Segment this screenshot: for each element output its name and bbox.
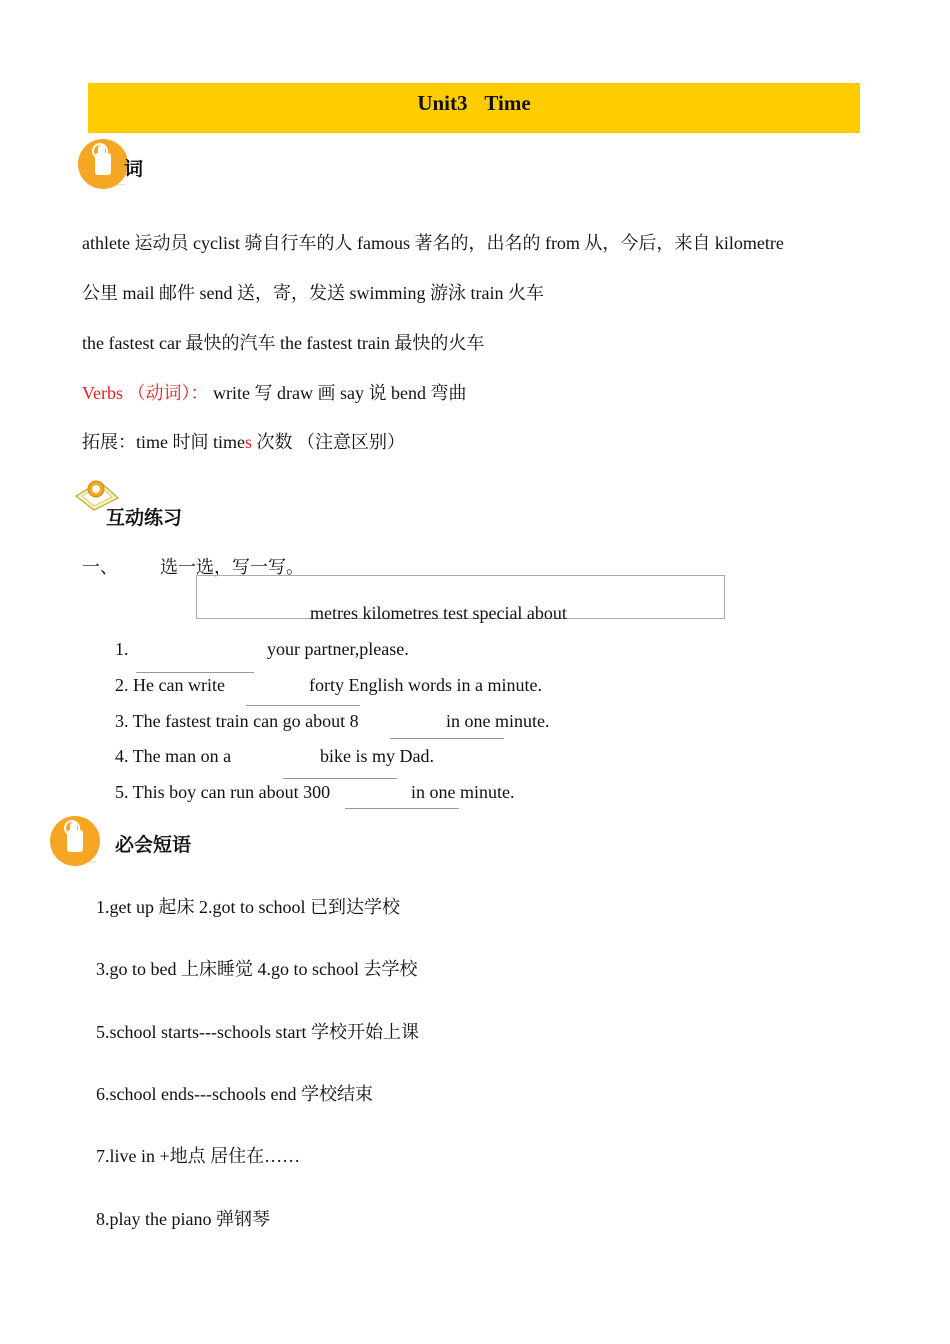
exercise-item-5-pre: 5. This boy can run about 300 xyxy=(115,782,331,802)
exercise-item-4-post: bike is my Dad. xyxy=(320,746,434,766)
phrases-heading: 必会短语 xyxy=(115,834,192,856)
answer-blank-3[interactable] xyxy=(390,738,504,739)
vocab-line-3: the fastest car 最快的汽车 the fastest train 最快的火车 xyxy=(82,333,485,353)
answer-blank-5[interactable] xyxy=(345,808,459,809)
exercise-item-2-post: forty English words in a minute. xyxy=(309,675,542,695)
exercise-item-5-post: in one minute. xyxy=(411,782,515,802)
extend-red-s: s xyxy=(244,432,252,452)
exercise-item-1-post: your partner,please. xyxy=(267,639,409,659)
decorative-dots: … xyxy=(89,855,97,864)
word-bank: metres kilometres test special about xyxy=(310,603,567,623)
extend-prefix: 拓展：time 时间 time xyxy=(82,432,245,452)
phrase-row-4: 6.school ends---schools end 学校结束 xyxy=(96,1084,373,1104)
phrase-row-5: 7.live in +地点 居住在…… xyxy=(96,1146,301,1166)
verbs-list: write 写 draw 画 say 说 bend 弯曲 xyxy=(208,383,467,403)
vocab-line-2: 公里 mail 邮件 send 送，寄，发送 swimming 游泳 train 火车 xyxy=(82,283,544,303)
answer-blank-2[interactable] xyxy=(246,705,360,706)
instruction-text: 选一选，写一写。 xyxy=(160,557,304,577)
exercise-item-3-pre: 3. The fastest train can go about 8 xyxy=(115,711,359,731)
phrase-row-6: 8.play the piano 弹钢琴 xyxy=(96,1209,270,1229)
title-banner xyxy=(88,83,860,133)
answer-blank-1[interactable] xyxy=(136,672,254,673)
instruction-number: 一、 xyxy=(82,557,118,577)
page-title: Unit3 Time xyxy=(417,91,531,115)
exercise-item-1-pre: 1. xyxy=(115,639,129,659)
phrase-row-3: 5.school starts---schools start 学校开始上课 xyxy=(96,1022,419,1042)
phrase-row-2: 3.go to bed 上床睡觉 4.go to school 去学校 xyxy=(96,959,418,979)
extend-suffix: 次数 （注意区别） xyxy=(252,432,405,452)
verbs-label: Verbs （动词）： xyxy=(82,383,209,403)
vocab-line-1: athlete 运动员 cyclist 骑自行车的人 famous 著名的，出名的 from 从，今后，来自 kilometre xyxy=(82,233,784,253)
extend-line xyxy=(82,428,405,454)
exercise-item-4-pre: 4. The man on a xyxy=(115,746,232,766)
exercise-item-3-post: in one minute. xyxy=(446,711,550,731)
phrase-row-1: 1.get up 起床 2.got to school 已到达学校 xyxy=(96,897,400,917)
exercise-item-2-pre: 2. He can write xyxy=(115,675,225,695)
decorative-dots: … xyxy=(117,178,125,187)
practice-heading: 互动练习 xyxy=(106,507,183,529)
vocab-heading: 词 xyxy=(124,158,144,180)
verbs-line xyxy=(82,379,466,405)
answer-blank-4[interactable] xyxy=(283,778,397,779)
